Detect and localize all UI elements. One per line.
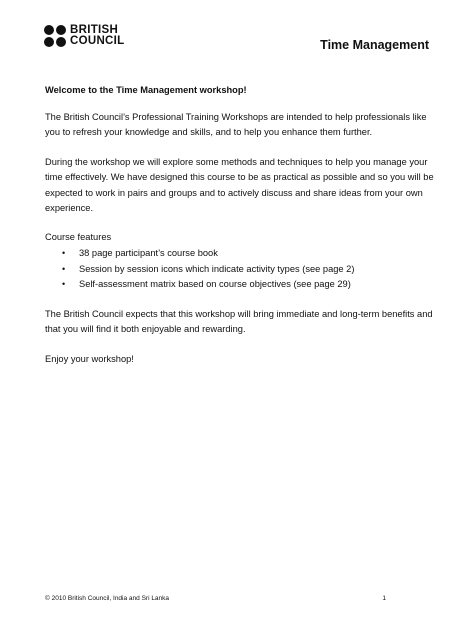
logo-dot — [44, 37, 54, 47]
feature-text: 38 page participant’s course book — [79, 248, 218, 258]
list-item — [45, 277, 435, 293]
logo-dots-icon — [44, 25, 66, 47]
bullet-icon: • — [62, 248, 66, 258]
workshop-paragraph: During the workshop we will explore some methods and techniques to help you manage your time effectively. We have designed this course to be as practical as possible and so you will be expected to work in pairs and groups and to actively discuss and share ideas from your own experience. — [45, 156, 434, 213]
welcome-heading: Welcome to the Time Management workshop! — [45, 85, 247, 95]
list-item — [45, 246, 435, 262]
features-list — [45, 246, 435, 293]
features-heading: Course features — [45, 231, 112, 242]
bullet-icon: • — [62, 263, 66, 274]
document-title: Time Management — [320, 38, 429, 52]
footer-copyright: © 2010 British Council, India and Sri Lanka — [45, 595, 170, 602]
document-body — [45, 83, 435, 367]
feature-text: Session by session icons which indicate activity types (see page 2) — [79, 263, 355, 274]
logo-line-1: BRITISH — [70, 24, 119, 36]
footer-page-number: 1 — [382, 595, 386, 602]
british-council-logo — [44, 25, 125, 47]
logo-dot — [56, 37, 66, 47]
bullet-icon: • — [62, 279, 66, 289]
list-item — [45, 262, 435, 278]
benefits-paragraph: The British Council expects that this workshop will bring immediate and long-term benefits and that you will find it both enjoyable and rewarding. — [45, 308, 433, 334]
closing-line: Enjoy your workshop! — [45, 353, 134, 364]
intro-paragraph: The British Council’s Professional Training Workshops are intended to help professionals like you to refresh your knowledge and skills, and to help you enhance them further. — [45, 111, 427, 137]
logo-dot — [56, 25, 66, 35]
logo-wordmark — [70, 25, 125, 47]
feature-text: Self-assessment matrix based on course objectives (see page 29) — [79, 279, 351, 289]
logo-dot — [44, 25, 54, 35]
logo-line-2: COUNCIL — [70, 35, 125, 47]
